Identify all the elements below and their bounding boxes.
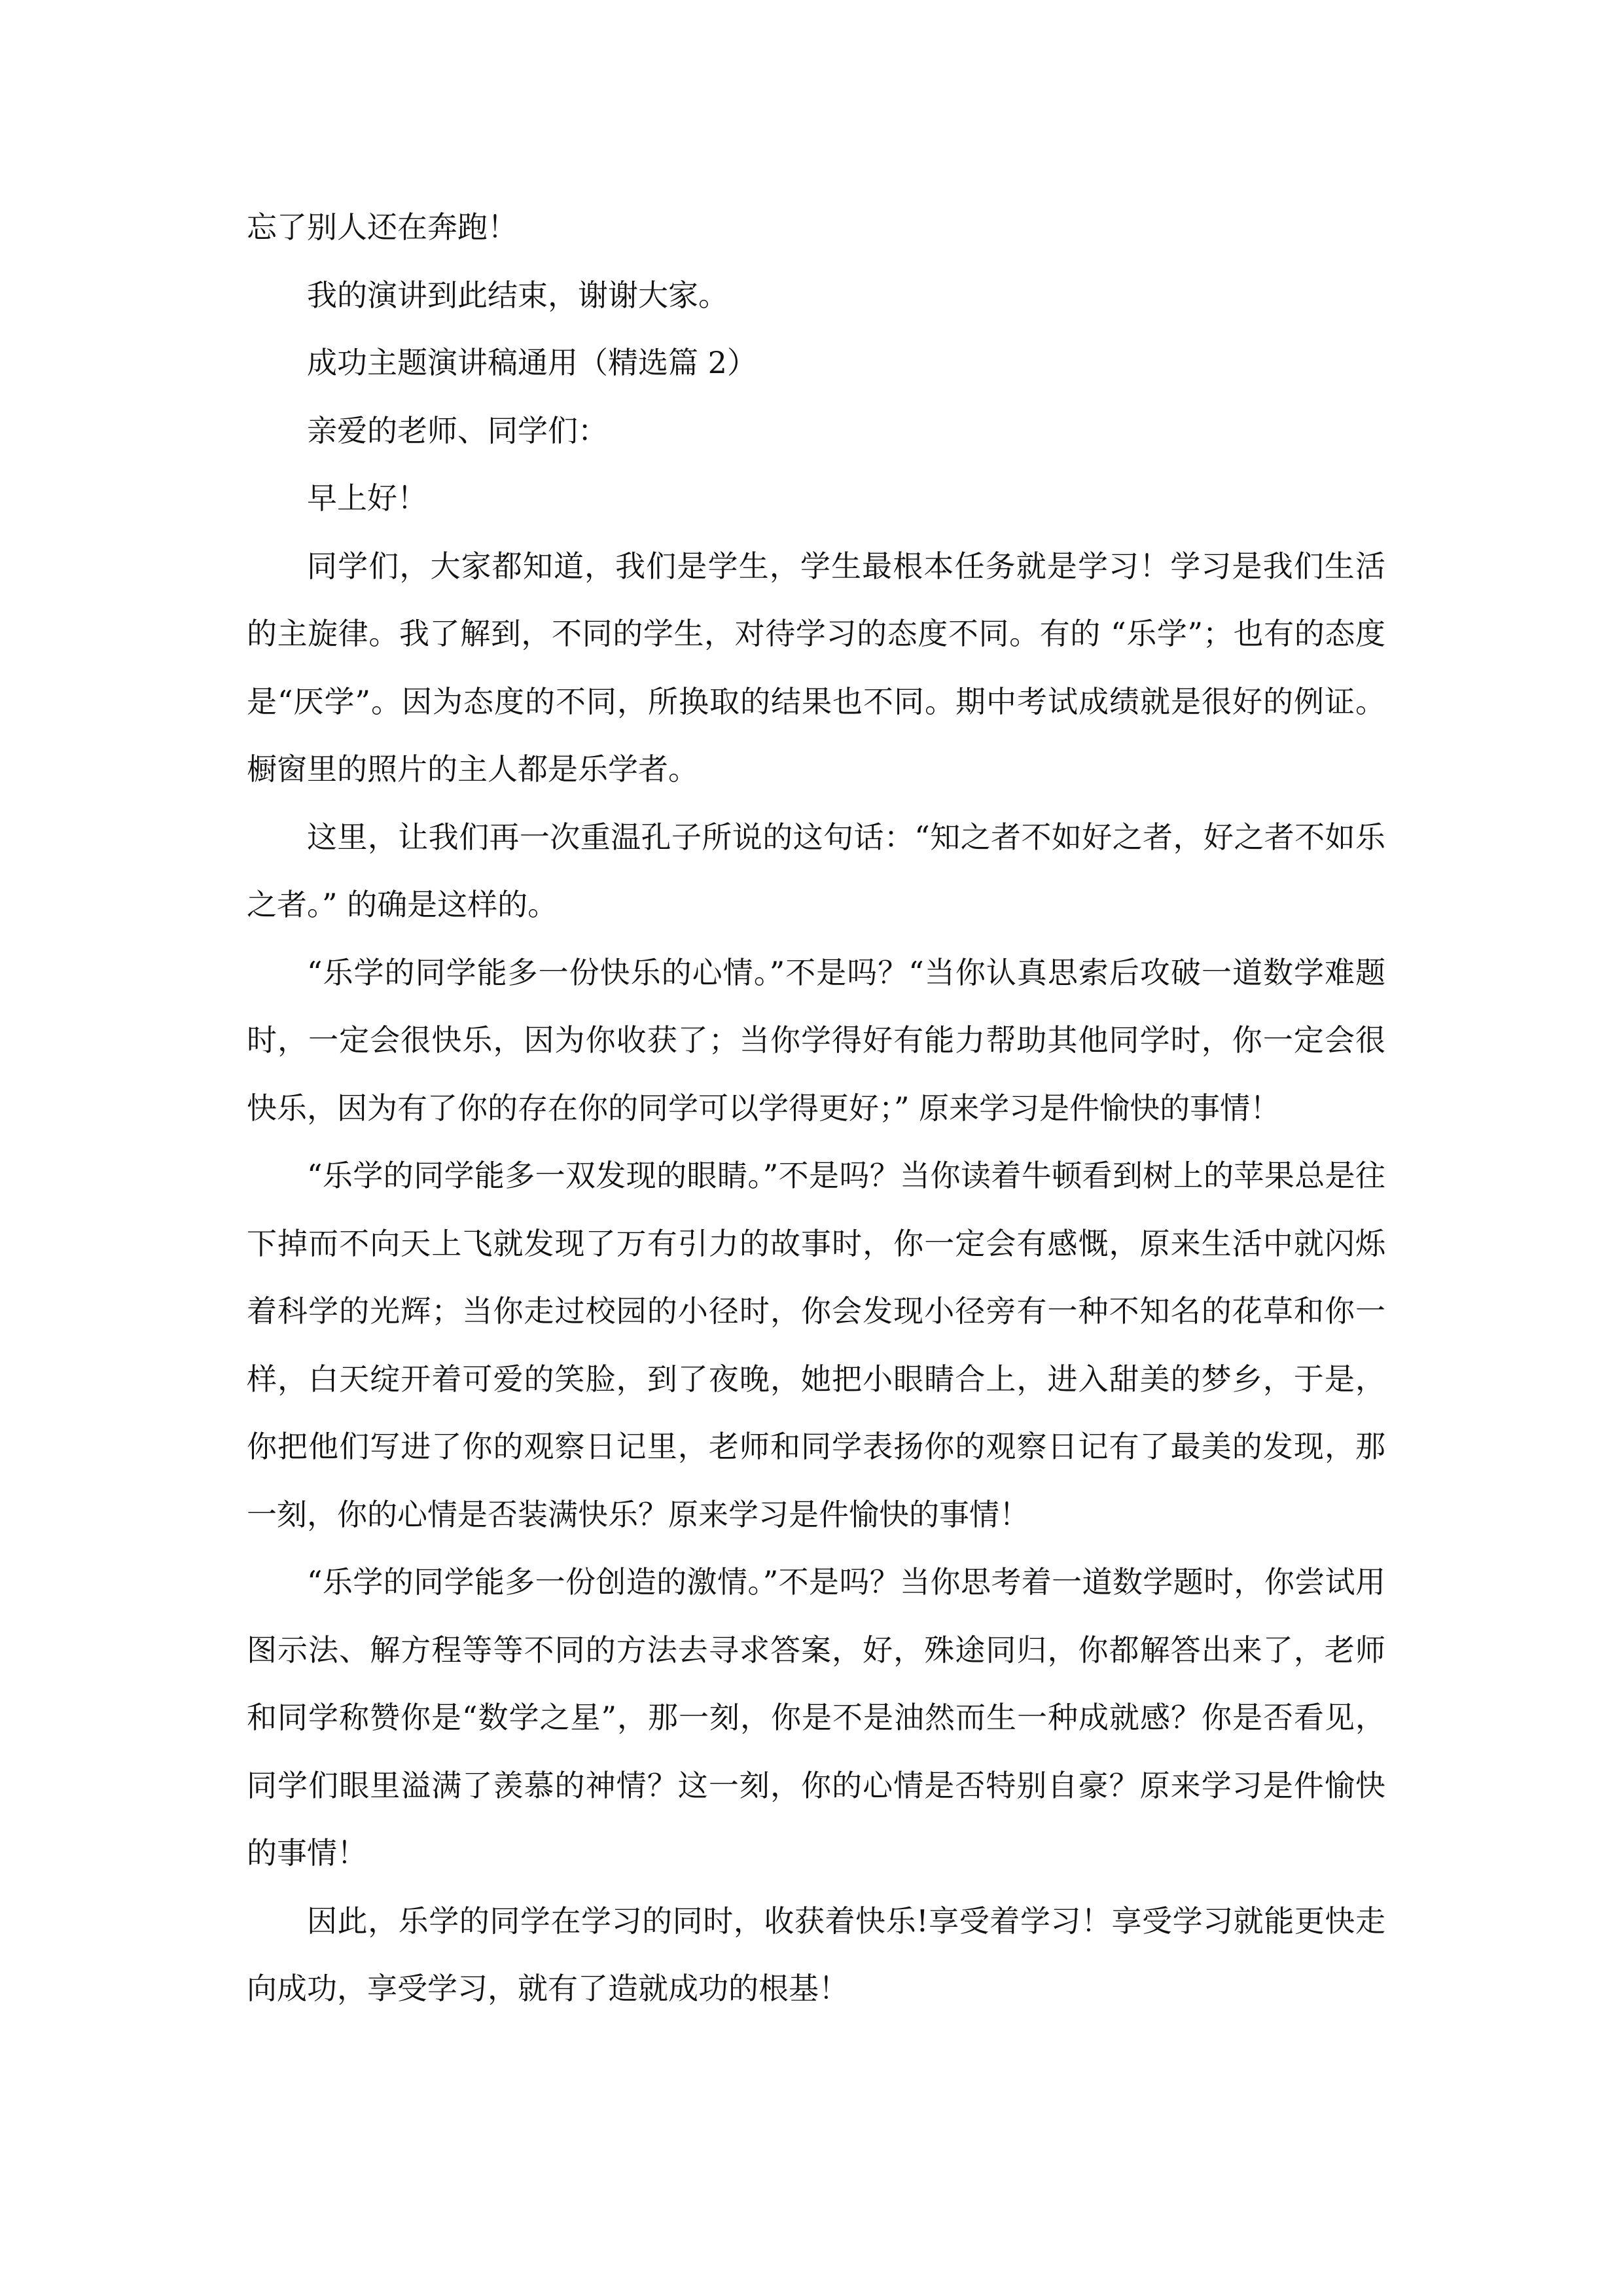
section-title: 成功主题演讲稿通用（精选篇 2） [307, 345, 757, 380]
paragraph: “乐学的同学能多一双发现的眼睛。”不是吗？当你读着牛顿看到树上的苹果总是往下掉而不向天上飞就发现了万有引力的故事时，你一定会有感慨，原来生活中就闪烁着科学的光辉；当你走过校园的小径时，你会发现小径旁有一种不知名的花草和你一样，白天绽开着可爱的笑脸，到了夜晚，她把小眼睛合上，进入甜美的梦乡，于是，你把他们写进了你的观察日记里，老师和同学表扬你的观察日记有了最美的发现，那一刻，你的心情是否装满快乐？原来学习是件愉快的事情！ [247, 1158, 1385, 1532]
paragraph: 因此，乐学的同学在学习的同时，收获着快乐!享受着学习！享受学习就能更快走向成功，享受学习，就有了造就成功的根基！ [247, 1903, 1385, 2006]
paragraph-closing: 我的演讲到此结束，谢谢大家。 [307, 277, 728, 313]
paragraph: “乐学的同学能多一份创造的激情。”不是吗？当你思考着一道数学题时，你尝试用图示法、解方程等等不同的方法去寻求答案，好，殊途同归，你都解答出来了，老师和同学称赞你是“数学之星”，那一刻，你是不是油然而生一种成就感？你是否看见，同学们眼里溢满了羡慕的神情？这一刻，你的心情是否特别自豪？原来学习是件愉快的事情！ [247, 1564, 1385, 1871]
paragraph: 同学们，大家都知道，我们是学生，学生最根本任务就是学习！学习是我们生活的主旋律。我了解到，不同的学生，对待学习的态度不同。有的 “乐学”；也有的态度是“厌学”。因为态度的不同，所换取的结果也不同。期中考试成绩就是很好的例证。橱窗里的照片的主人都是乐学者。 [247, 548, 1385, 787]
salutation: 亲爱的老师、同学们： [307, 412, 608, 448]
body-text [247, 194, 1385, 2023]
paragraph: 这里，让我们再一次重温孔子所说的这句话：“知之者不如好之者，好之者不如乐之者。” 的确是这样的。 [247, 819, 1385, 922]
paragraph-continuation: 忘了别人还在奔跑！ [247, 209, 518, 245]
greeting: 早上好！ [307, 480, 427, 516]
paragraph: “乐学的同学能多一份快乐的心情。”不是吗？“当你认真思索后攻破一道数学难题时，一定会很快乐，因为你收获了；当你学得好有能力帮助其他同学时，你一定会很快乐，因为有了你的存在你的同学可以学得更好；” 原来学习是件愉快的事情！ [247, 954, 1385, 1126]
